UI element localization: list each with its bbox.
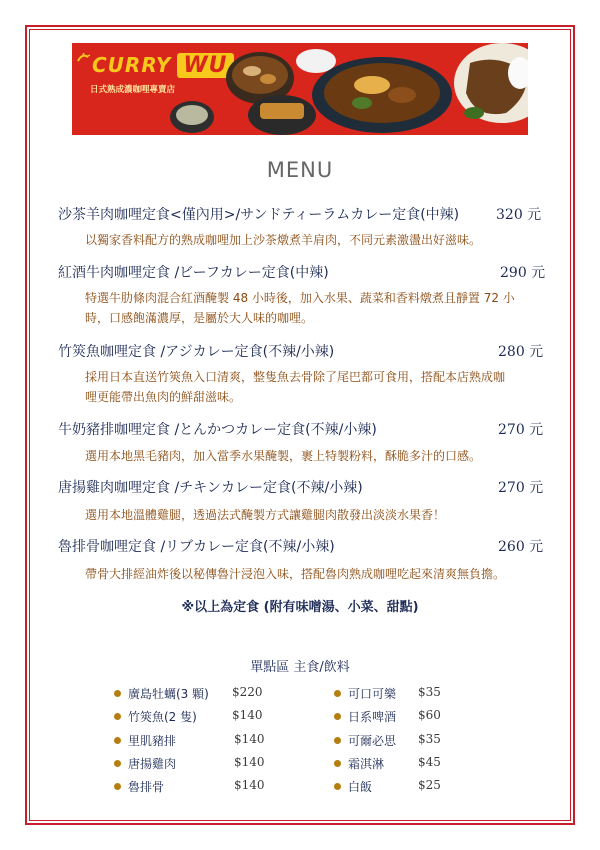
item-price: $140	[232, 708, 263, 722]
item-name: 唐揚雞肉	[128, 757, 177, 771]
bullet-icon	[334, 713, 341, 720]
set-meal-name: 竹筴魚咖哩定食 /アジカレー定食(不辣/小辣)	[58, 344, 335, 360]
item-name: 可爾必思	[348, 734, 397, 748]
item-name: 白飯	[348, 780, 373, 794]
item-name: 霜淇淋	[348, 757, 385, 771]
item-name: 竹筴魚(2 隻)	[128, 710, 197, 724]
bullet-icon	[334, 737, 341, 744]
item-price: $60	[418, 708, 441, 722]
bullet-icon	[114, 737, 121, 744]
bullet-icon	[114, 783, 121, 790]
item-name: 廣島牡蠣(3 顆)	[128, 687, 209, 701]
header-banner	[72, 43, 528, 135]
chili-icon	[78, 53, 90, 61]
set-meal-name: 魯排骨咖哩定食 /リブカレー定食(不辣/小辣)	[58, 539, 335, 555]
set-meal-price: 270 元	[498, 422, 544, 438]
item-name: 日系啤酒	[348, 710, 397, 724]
page-title: MENU	[266, 158, 334, 182]
set-meal-price: 320 元	[496, 207, 542, 223]
set-meal-description: 特選牛肋條肉混合紅酒醃製 48 小時後，加入水果、蔬菜和香料燉煮且靜置 72 小時，口感飽滿濃厚，是屬於大人味的咖哩。	[85, 291, 515, 325]
item-price: $140	[234, 755, 265, 769]
cutlet-plate-photo	[454, 43, 528, 123]
set-meal-name: 沙茶羊肉咖哩定食<僅內用>/サンドティーラムカレー定食(中辣)	[58, 207, 460, 223]
item-price: $220	[232, 685, 263, 699]
brand-curry-text: CURRY	[92, 53, 172, 77]
curry-plate-photo	[312, 57, 452, 133]
item-price: $140	[234, 778, 265, 792]
bullet-icon	[114, 760, 121, 767]
set-meal-note: ※以上為定食 (附有味噌湯、小菜、甜點)	[181, 600, 419, 615]
set-meal-description: 選用本地黑毛豬肉，加入當季水果醃製，裹上特製粉料，酥脆多汁的口感。	[85, 449, 482, 463]
bullet-icon	[334, 760, 341, 767]
set-meal-description: 採用日本直送竹筴魚入口清爽，整隻魚去骨除了尾巴都可食用，搭配本店熟成咖哩更能帶出魚肉的鮮甜滋味。	[85, 370, 506, 404]
bullet-icon	[114, 690, 121, 697]
set-meal-description: 選用本地溫體雞腿，透過法式醃製方式讓雞腿肉散發出淡淡水果香！	[85, 508, 446, 522]
item-price: $45	[418, 755, 441, 769]
side-bowl-photo	[170, 101, 214, 133]
set-meal-description: 帶骨大排經油炸後以秘傳魯汁浸泡入味，搭配魯肉熟成咖哩吃起來清爽無負擔。	[85, 567, 506, 581]
set-meal-description: 以獨家香料配方的熟成咖哩加上沙茶燉煮羊肩肉，不同元素激盪出好滋味。	[85, 233, 482, 247]
bullet-icon	[114, 713, 121, 720]
set-meal-price: 260 元	[498, 539, 544, 555]
item-price: $140	[234, 732, 265, 746]
item-name: 里肌豬排	[128, 734, 177, 748]
item-name: 可口可樂	[348, 687, 397, 701]
item-price: $35	[418, 685, 441, 699]
bullet-icon	[334, 690, 341, 697]
set-meal-price: 280 元	[498, 344, 544, 360]
brand-subtitle: 日式熟成濃咖哩專賣店	[90, 85, 176, 95]
set-meal-name: 紅酒牛肉咖哩定食 /ビーフカレー定食(中辣)	[58, 265, 329, 281]
food-photos-illustration	[72, 43, 528, 135]
set-meal-name: 牛奶豬排咖哩定食 /とんかつカレー定食(不辣/小辣)	[58, 422, 377, 438]
item-name: 魯排骨	[128, 780, 165, 794]
item-price: $35	[418, 732, 441, 746]
item-price: $25	[418, 778, 441, 792]
set-meal-name: 唐揚雞肉咖哩定食 /チキンカレー定食(不辣/小辣)	[58, 480, 363, 496]
set-meal-price: 270 元	[498, 480, 544, 496]
brand-wu-text: WU	[177, 53, 233, 78]
a-la-carte-title: 單點區 主食/飲料	[250, 660, 350, 675]
bullet-icon	[334, 783, 341, 790]
set-meal-price: 290 元	[500, 265, 546, 281]
